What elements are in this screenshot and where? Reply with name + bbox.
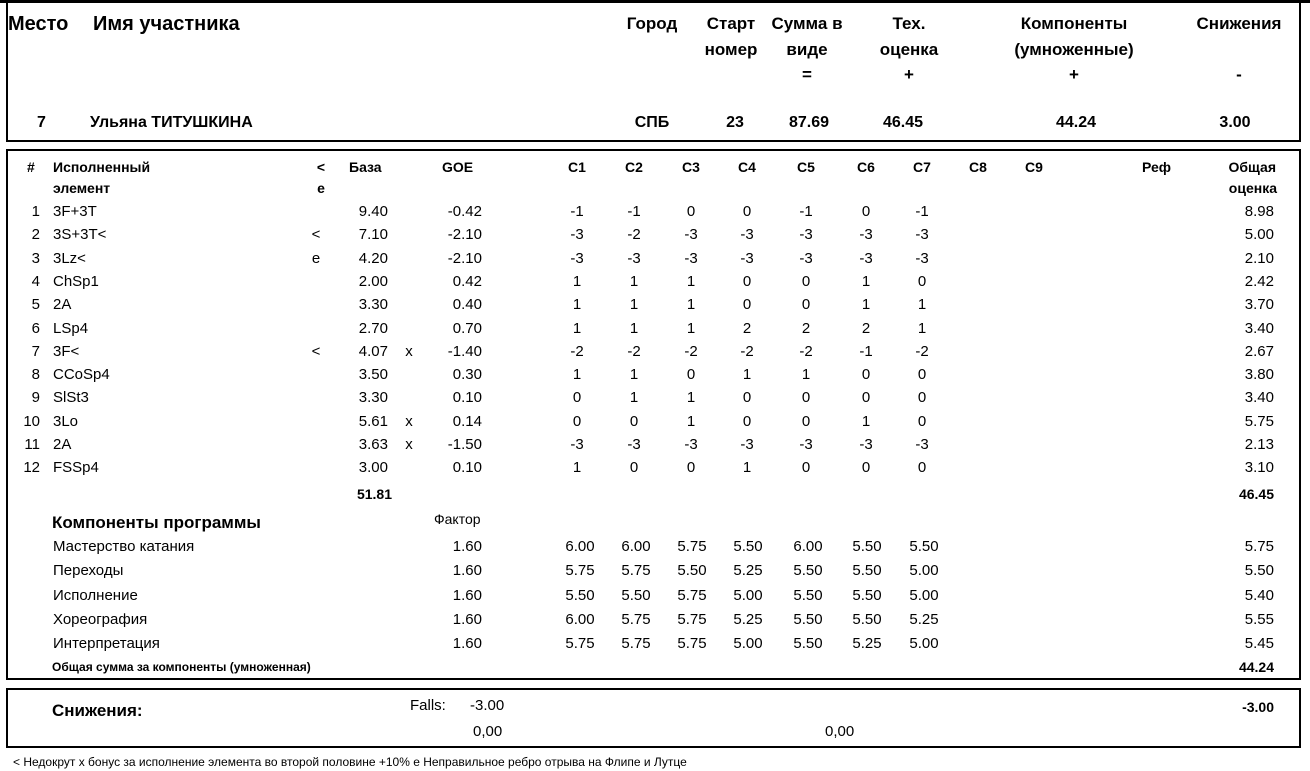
table-row	[0, 201, 1310, 223]
components-total-label: Общая сумма за компоненты (умноженная)	[52, 660, 311, 674]
total-sign: =	[802, 65, 812, 84]
judge-mark: 0	[742, 203, 752, 220]
element-name: 3F<	[53, 342, 80, 360]
col-judge-8: C8	[969, 159, 987, 175]
component-judge-mark: 5.50	[733, 538, 763, 555]
col-judge-4: C4	[738, 159, 756, 175]
skater-comp: 44.24	[1055, 114, 1097, 131]
component-judge-mark: 5.50	[852, 538, 882, 555]
judge-mark: 0	[572, 412, 582, 430]
element-base: 9.40	[358, 203, 388, 220]
element-name: FSSp4	[53, 459, 99, 477]
component-judge-mark: 5.50	[909, 538, 939, 555]
element-base: 3.30	[358, 389, 388, 407]
judge-mark: 0	[917, 459, 927, 477]
element-name: 3Lz<	[53, 249, 86, 267]
element-score: 3.40	[1244, 319, 1274, 337]
judge-mark: -3	[627, 436, 641, 453]
judge-mark: 1	[742, 366, 752, 384]
element-score: 3.70	[1244, 296, 1274, 314]
element-goe: 0.42	[452, 272, 482, 290]
judge-mark: 0	[917, 389, 927, 407]
tech-label-2: оценка	[879, 40, 939, 59]
element-base: 4.07	[358, 342, 388, 360]
judge-mark: -1	[859, 342, 873, 360]
judge-mark: 1	[917, 319, 927, 337]
element-score: 2.67	[1244, 342, 1274, 360]
element-goe: 0.14	[452, 412, 482, 430]
judge-mark: 2	[801, 319, 811, 337]
judge-mark: 0	[686, 459, 696, 477]
col-judge-3: C3	[682, 159, 700, 175]
total-label-2: виде	[786, 40, 828, 59]
judge-mark: 0	[801, 389, 811, 407]
element-number: 3	[31, 249, 40, 267]
base-total: 51.81	[356, 486, 392, 502]
element-score: 5.00	[1244, 226, 1274, 244]
judge-mark: -3	[915, 436, 929, 453]
component-judge-mark: 5.00	[733, 635, 763, 653]
judge-mark: 1	[572, 366, 582, 384]
judge-mark: -3	[859, 226, 873, 244]
judge-mark: 1	[686, 272, 696, 290]
judge-mark: -2	[740, 342, 754, 360]
judge-mark: 0	[742, 412, 752, 430]
judge-mark: 0	[686, 366, 696, 384]
judge-mark: -2	[570, 342, 584, 360]
tech-label-1: Тех.	[892, 14, 926, 33]
component-judge-mark: 5.75	[621, 610, 651, 628]
component-row	[0, 633, 1310, 655]
judge-mark: -3	[570, 226, 584, 244]
judge-mark: -3	[684, 249, 698, 267]
judge-mark: -3	[799, 226, 813, 244]
judge-mark: 0	[742, 296, 752, 314]
element-name: 2A	[53, 296, 72, 314]
component-judge-mark: 5.50	[852, 562, 882, 580]
component-judge-mark: 6.00	[793, 538, 823, 555]
judge-mark: 1	[572, 296, 582, 314]
component-judge-mark: 6.00	[565, 610, 595, 628]
judge-mark: 0	[572, 389, 582, 407]
component-factor: 1.60	[452, 562, 482, 580]
element-base: 2.00	[358, 272, 388, 290]
judge-mark: 0	[801, 296, 811, 314]
component-name: Хореография	[53, 610, 148, 628]
judge-mark: 1	[629, 319, 639, 337]
component-judge-mark: 5.50	[793, 586, 823, 604]
element-number: 1	[31, 203, 40, 220]
element-name: CCoSp4	[53, 366, 110, 384]
component-factor: 1.60	[452, 610, 482, 628]
component-score: 5.55	[1244, 610, 1274, 628]
deductions-title: Снижения:	[52, 701, 143, 720]
element-score: 3.80	[1244, 366, 1274, 384]
element-base: 4.20	[358, 249, 388, 267]
judge-mark: 1	[861, 296, 871, 314]
element-base: 3.00	[358, 459, 388, 477]
col-judge-7: C7	[913, 159, 931, 175]
element-goe: -1.50	[447, 436, 482, 453]
component-judge-mark: 5.50	[793, 635, 823, 653]
judge-mark: -3	[859, 436, 873, 453]
component-judge-mark: 5.00	[733, 586, 763, 604]
col-base: База	[349, 159, 382, 175]
element-score: 3.10	[1244, 459, 1274, 477]
skater-name: Ульяна ТИТУШКИНА	[90, 114, 253, 131]
component-factor: 1.60	[452, 538, 482, 555]
judge-mark: -2	[799, 342, 813, 360]
judge-mark: 0	[742, 389, 752, 407]
judge-mark: -3	[740, 249, 754, 267]
component-name: Переходы	[53, 562, 124, 580]
table-row	[0, 224, 1310, 246]
element-number: 6	[31, 319, 40, 337]
judge-mark: 1	[572, 459, 582, 477]
element-score: 8.98	[1244, 203, 1274, 220]
skater-ded: 3.00	[1219, 114, 1251, 131]
component-judge-mark: 5.00	[909, 586, 939, 604]
element-name: 3S+3T<	[53, 226, 107, 244]
element-number: 4	[31, 272, 40, 290]
col-score-2: оценка	[1228, 180, 1277, 196]
judge-mark: -3	[915, 226, 929, 244]
judge-mark: 0	[801, 272, 811, 290]
judge-mark: 1	[861, 272, 871, 290]
component-judge-mark: 5.50	[793, 562, 823, 580]
component-judge-mark: 5.00	[909, 562, 939, 580]
falls-value: -3.00	[470, 697, 505, 714]
col-judge-1: C1	[568, 159, 586, 175]
judge-mark: -3	[915, 249, 929, 267]
judge-mark: 1	[861, 412, 871, 430]
col-judge-9: C9	[1025, 159, 1043, 175]
element-name: LSp4	[53, 319, 89, 337]
element-score: 2.13	[1244, 436, 1274, 453]
judge-mark: 1	[686, 319, 696, 337]
component-judge-mark: 5.25	[909, 610, 939, 628]
deductions-total: -3.00	[1242, 699, 1274, 715]
judge-mark: -3	[740, 226, 754, 244]
judge-mark: -1	[799, 203, 813, 220]
component-judge-mark: 5.75	[621, 635, 651, 653]
component-judge-mark: 5.50	[621, 586, 651, 604]
element-number: 7	[31, 342, 40, 360]
element-name: 2A	[53, 436, 72, 453]
judge-mark: -3	[684, 436, 698, 453]
element-number: 12	[23, 459, 40, 477]
name-label: Имя участника	[93, 13, 240, 35]
judge-mark: 1	[742, 459, 752, 477]
component-score: 5.75	[1244, 538, 1274, 555]
element-base: 3.30	[358, 296, 388, 314]
judge-mark: 0	[861, 366, 871, 384]
element-number: 8	[31, 366, 40, 384]
component-judge-mark: 5.50	[852, 586, 882, 604]
element-score: 3.40	[1244, 389, 1274, 407]
ded-sign: -	[1236, 65, 1242, 84]
skater-tech: 46.45	[882, 114, 924, 131]
skater-place: 7	[37, 114, 46, 131]
judge-mark: 2	[742, 319, 752, 337]
judge-mark: 1	[801, 366, 811, 384]
judge-mark: 0	[629, 459, 639, 477]
col-judge-2: C2	[625, 159, 643, 175]
table-row	[0, 434, 1310, 456]
judge-mark: -3	[570, 436, 584, 453]
component-judge-mark: 5.25	[852, 635, 882, 653]
judge-mark: -2	[627, 342, 641, 360]
element-info: <	[311, 342, 321, 360]
judge-mark: -3	[799, 249, 813, 267]
start-label-1: Старт	[706, 14, 756, 33]
judge-mark: 0	[801, 412, 811, 430]
judge-mark: -1	[627, 203, 641, 220]
skater-start-no: 23	[726, 114, 744, 131]
judge-mark: 1	[917, 296, 927, 314]
skater-city: СПБ	[634, 114, 670, 131]
element-name: SlSt3	[53, 389, 89, 407]
col-judge-6: C6	[857, 159, 875, 175]
element-score: 2.10	[1244, 249, 1274, 267]
col-element-1: Исполненный	[53, 159, 151, 175]
element-base: 7.10	[358, 226, 388, 244]
element-goe: -1.40	[447, 342, 482, 360]
ded-label: Снижения	[1196, 14, 1282, 33]
comp-sign: +	[1069, 65, 1079, 84]
component-judge-mark: 5.75	[677, 635, 707, 653]
deductions-zero-2: 0,00	[825, 723, 855, 740]
element-goe: 0.70	[452, 319, 482, 337]
element-number: 10	[23, 412, 40, 430]
judge-mark: 0	[686, 203, 696, 220]
judge-mark: -3	[570, 249, 584, 267]
components-total: 44.24	[1238, 659, 1274, 675]
factor-label: Фактор	[434, 511, 481, 527]
component-row	[0, 609, 1310, 631]
judge-mark: -3	[684, 226, 698, 244]
judge-mark: -2	[684, 342, 698, 360]
falls-label: Falls:	[410, 697, 446, 714]
table-row	[0, 294, 1310, 316]
table-row	[0, 364, 1310, 386]
element-info: e	[311, 249, 321, 267]
element-score: 2.42	[1244, 272, 1274, 290]
col-judge-5: C5	[797, 159, 815, 175]
element-score: 5.75	[1244, 412, 1274, 430]
component-name: Мастерство катания	[53, 538, 195, 555]
start-label-2: номер	[704, 40, 758, 59]
element-number: 2	[31, 226, 40, 244]
component-factor: 1.60	[452, 635, 482, 653]
judge-mark: -2	[627, 226, 641, 244]
element-bonus: x	[405, 412, 413, 430]
table-row	[0, 318, 1310, 340]
component-judge-mark: 5.50	[677, 562, 707, 580]
component-score: 5.40	[1244, 586, 1274, 604]
judge-mark: -3	[859, 249, 873, 267]
component-judge-mark: 6.00	[621, 538, 651, 555]
component-judge-mark: 5.75	[565, 635, 595, 653]
component-name: Интерпретация	[53, 635, 160, 653]
judge-mark: -3	[799, 436, 813, 453]
judge-mark: -1	[570, 203, 584, 220]
element-base: 3.50	[358, 366, 388, 384]
component-judge-mark: 5.00	[909, 635, 939, 653]
element-number: 9	[31, 389, 40, 407]
col-info-1: <	[316, 159, 326, 175]
judge-mark: 0	[861, 389, 871, 407]
judge-mark: -3	[740, 436, 754, 453]
judge-mark: 1	[686, 412, 696, 430]
element-number: 5	[31, 296, 40, 314]
table-row	[0, 248, 1310, 270]
judge-mark: 1	[629, 366, 639, 384]
col-goe: GOE	[442, 159, 474, 175]
component-judge-mark: 6.00	[565, 538, 595, 555]
element-number: 11	[24, 436, 40, 453]
judge-mark: 0	[629, 412, 639, 430]
col-score-1: Общая	[1228, 159, 1276, 175]
element-name: 3Lo	[53, 412, 79, 430]
components-title: Компоненты программы	[52, 513, 261, 532]
element-bonus: x	[405, 342, 413, 360]
component-judge-mark: 5.50	[565, 586, 595, 604]
deductions-zero-1: 0,00	[473, 723, 503, 740]
component-judge-mark: 5.75	[565, 562, 595, 580]
comp-label-1: Компоненты	[1020, 14, 1128, 33]
component-judge-mark: 5.75	[677, 538, 707, 555]
element-goe: -0.42	[447, 203, 482, 220]
judge-mark: 0	[801, 459, 811, 477]
table-row	[0, 457, 1310, 479]
deductions-box	[6, 688, 1301, 748]
element-goe: 0.40	[452, 296, 482, 314]
element-base: 2.70	[358, 319, 388, 337]
component-factor: 1.60	[452, 586, 482, 604]
col-ref: Реф	[1142, 159, 1172, 175]
table-row	[0, 411, 1310, 433]
component-row	[0, 560, 1310, 582]
component-row	[0, 585, 1310, 607]
skater-total: 87.69	[788, 114, 830, 131]
component-judge-mark: 5.25	[733, 562, 763, 580]
element-bonus: x	[405, 436, 413, 453]
col-info-2: е	[317, 180, 325, 196]
judge-mark: -3	[627, 249, 641, 267]
component-judge-mark: 5.75	[677, 586, 707, 604]
element-goe: 0.10	[452, 459, 482, 477]
element-base: 3.63	[358, 436, 388, 453]
judge-mark: 1	[629, 296, 639, 314]
component-judge-mark: 5.25	[733, 610, 763, 628]
component-name: Исполнение	[53, 586, 138, 604]
table-row	[0, 341, 1310, 363]
judge-mark: 1	[629, 272, 639, 290]
city-label: Город	[626, 14, 678, 33]
element-goe: -2.10	[447, 249, 482, 267]
comp-label-2: (умноженные)	[1014, 40, 1134, 59]
component-judge-mark: 5.50	[852, 610, 882, 628]
judge-mark: 0	[861, 203, 871, 220]
judge-mark: 1	[572, 272, 582, 290]
element-info: <	[311, 226, 321, 244]
col-num: #	[27, 159, 35, 175]
component-score: 5.50	[1244, 562, 1274, 580]
judge-mark: 1	[686, 389, 696, 407]
component-judge-mark: 5.50	[793, 610, 823, 628]
judge-mark: 0	[917, 366, 927, 384]
judge-mark: -2	[915, 342, 929, 360]
element-base: 5.61	[358, 412, 388, 430]
element-name: ChSp1	[53, 272, 99, 290]
judge-mark: 1	[629, 389, 639, 407]
judge-mark: 1	[686, 296, 696, 314]
judge-mark: 0	[742, 272, 752, 290]
component-score: 5.45	[1244, 635, 1274, 653]
total-label-1: Сумма в	[771, 14, 843, 33]
legend: < Недокрут x бонус за исполнение элемента во второй половине +10% е Неправильное ребро отрыва на Флипе и Лутце	[13, 755, 687, 769]
judge-mark: -1	[915, 203, 929, 220]
place-label: Место	[8, 13, 69, 35]
component-judge-mark: 5.75	[677, 610, 707, 628]
judge-mark: 2	[861, 319, 871, 337]
component-row	[0, 536, 1310, 558]
element-name: 3F+3T	[53, 203, 97, 220]
table-row	[0, 271, 1310, 293]
tech-total: 46.45	[1238, 486, 1274, 502]
table-row	[0, 387, 1310, 409]
judge-mark: 1	[572, 319, 582, 337]
element-goe: -2.10	[447, 226, 482, 244]
component-judge-mark: 5.75	[621, 562, 651, 580]
judge-mark: 0	[917, 272, 927, 290]
judge-mark: 0	[861, 459, 871, 477]
element-goe: 0.30	[452, 366, 482, 384]
tech-sign: +	[904, 65, 914, 84]
judge-mark: 0	[917, 412, 927, 430]
col-element-2: элемент	[53, 180, 111, 196]
element-goe: 0.10	[452, 389, 482, 407]
